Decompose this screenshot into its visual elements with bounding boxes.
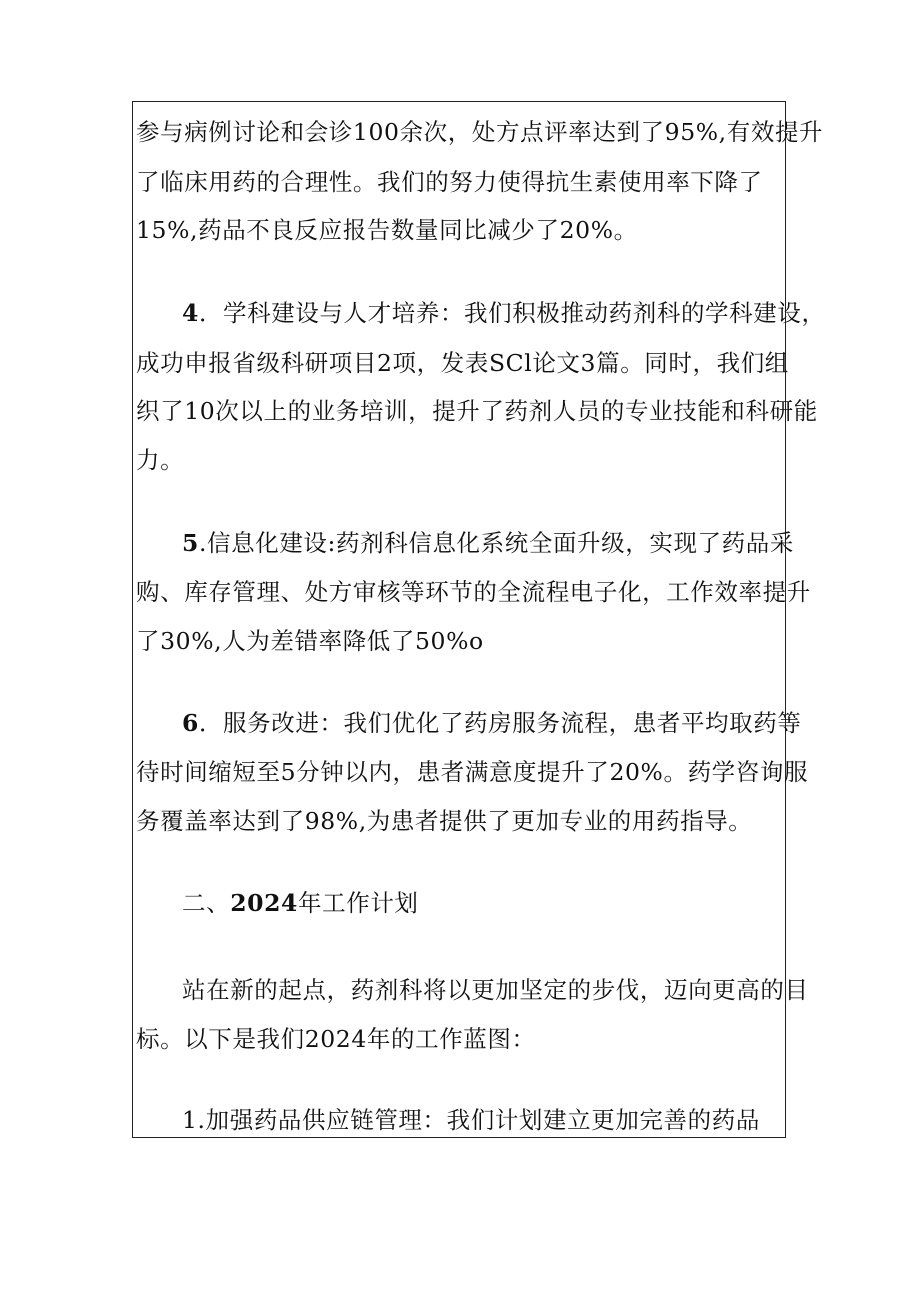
text-line: 1.加强药品供应链管理：我们计划建立更加完善的药品	[182, 1106, 760, 1134]
section-5-item	[182, 528, 794, 558]
text-line: 了30%,人为差错率降低了50%o	[136, 627, 484, 655]
item-text: ．学科建设与人才培养：我们积极推动药剂科的学科建设，	[198, 299, 826, 327]
heading-year: 2024	[230, 889, 299, 917]
section-6-item	[182, 708, 801, 738]
text-line: 待时间缩短至5分钟以内，患者满意度提升了20%。药学咨询服	[136, 758, 809, 786]
heading-prefix: 二、	[182, 889, 231, 917]
heading-text: 年工作计划	[298, 889, 419, 917]
text-line: 了临床用药的合理性。我们的努力使得抗生素使用率下降了	[136, 168, 763, 196]
item-text: .信息化建设:药剂科信息化系统全面升级，实现了药品采	[198, 529, 794, 557]
text-line: 务覆盖率达到了98%,为患者提供了更加专业的用药指导。	[136, 807, 753, 835]
item-number: 6	[182, 709, 199, 737]
text-line: 力。	[136, 446, 185, 474]
text-line: 织了10次以上的业务培训，提升了药剂人员的专业技能和科研能	[136, 397, 818, 425]
text-line: 成功申报省级科研项目2项，发表SCl论文3篇。同时，我们组	[136, 349, 789, 377]
text-line: 参与病例讨论和会诊100余次，处方点评率达到了95%,有效提升	[136, 118, 824, 146]
section-heading	[182, 888, 419, 918]
item-text: ．服务改进：我们优化了药房服务流程，患者平均取药等	[198, 709, 802, 737]
item-number: 5	[182, 529, 199, 557]
section-4-item	[182, 298, 826, 328]
text-line: 标。以下是我们2024年的工作蓝图：	[136, 1025, 536, 1053]
text-line: 站在新的起点，药剂科将以更加坚定的步伐，迈向更高的目	[182, 976, 809, 1004]
text-line: 15%,药品不良反应报告数量同比减少了20%。	[136, 216, 638, 244]
item-number: 4	[182, 299, 199, 327]
text-line: 购、库存管理、处方审核等环节的全流程电子化，工作效率提升	[136, 578, 811, 606]
